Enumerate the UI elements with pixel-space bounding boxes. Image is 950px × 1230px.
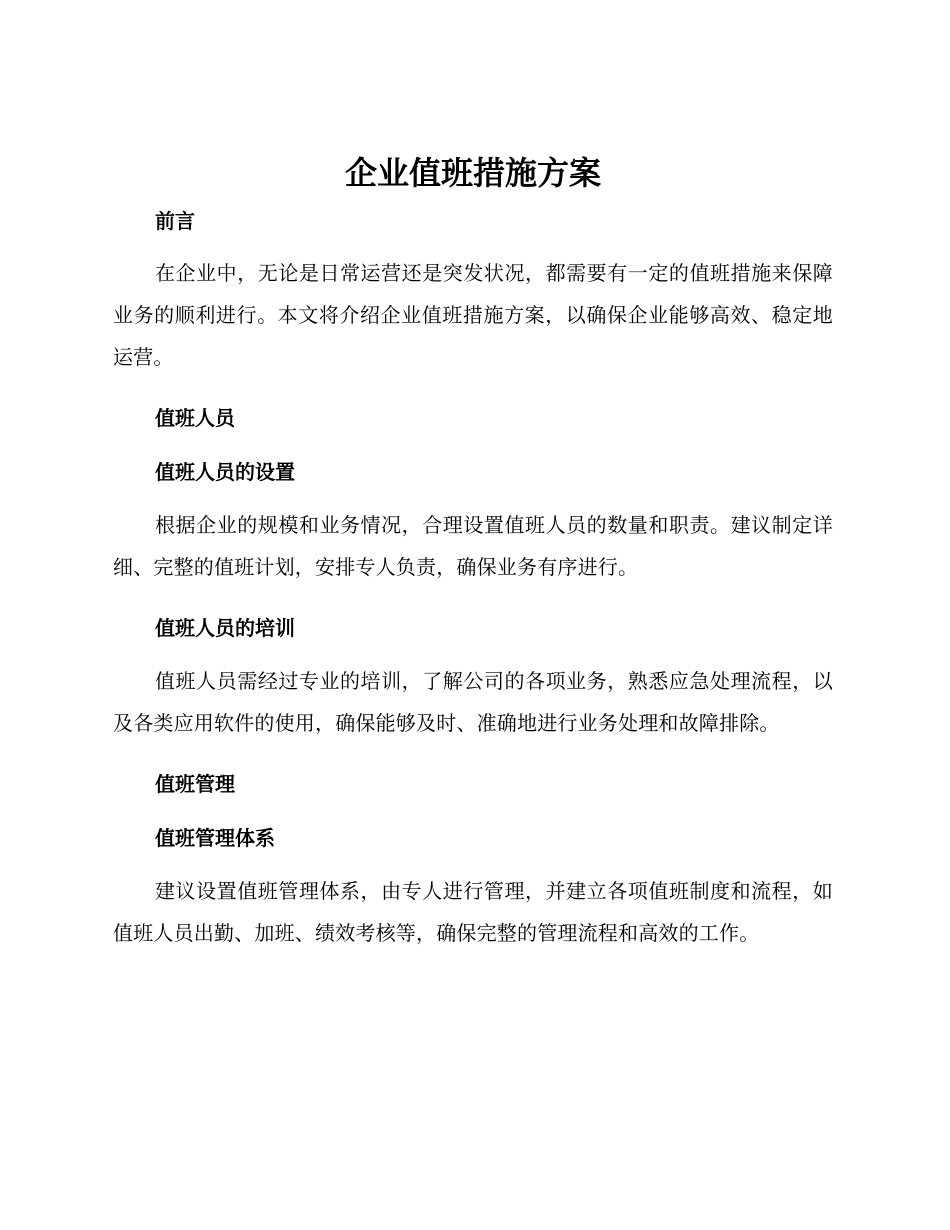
document-body <box>113 150 833 954</box>
staff-setup-section <box>113 458 833 588</box>
management-system-paragraph: 建议设置值班管理体系，由专人进行管理，并建立各项值班制度和流程，如值班人员出勤、加班、绩效考核等，确保完整的管理流程和高效的工作。 <box>113 879 833 945</box>
management-system-section <box>113 824 833 954</box>
staff-section <box>113 404 833 432</box>
management-heading: 值班管理 <box>155 772 235 796</box>
management-section <box>113 770 833 798</box>
staff-setup-paragraph: 根据企业的规模和业务情况，合理设置值班人员的数量和职责。建议制定详细、完整的值班计划，安排专人负责，确保业务有序进行。 <box>113 513 833 579</box>
document-title: 企业值班措施方案 <box>344 154 601 192</box>
preface-section <box>113 207 833 378</box>
staff-heading: 值班人员 <box>155 406 235 430</box>
preface-heading: 前言 <box>155 209 195 233</box>
management-system-heading: 值班管理体系 <box>155 826 275 850</box>
staff-setup-heading: 值班人员的设置 <box>155 460 295 484</box>
preface-paragraph: 在企业中，无论是日常运营还是突发状况，都需要有一定的值班措施来保障业务的顺利进行。本文将介绍企业值班措施方案，以确保企业能够高效、稳定地运营。 <box>113 261 833 369</box>
staff-training-heading: 值班人员的培训 <box>155 616 295 640</box>
staff-training-section <box>113 614 833 744</box>
staff-training-paragraph: 值班人员需经过专业的培训，了解公司的各项业务，熟悉应急处理流程，以及各类应用软件的使用，确保能够及时、准确地进行业务处理和故障排除。 <box>113 669 833 735</box>
